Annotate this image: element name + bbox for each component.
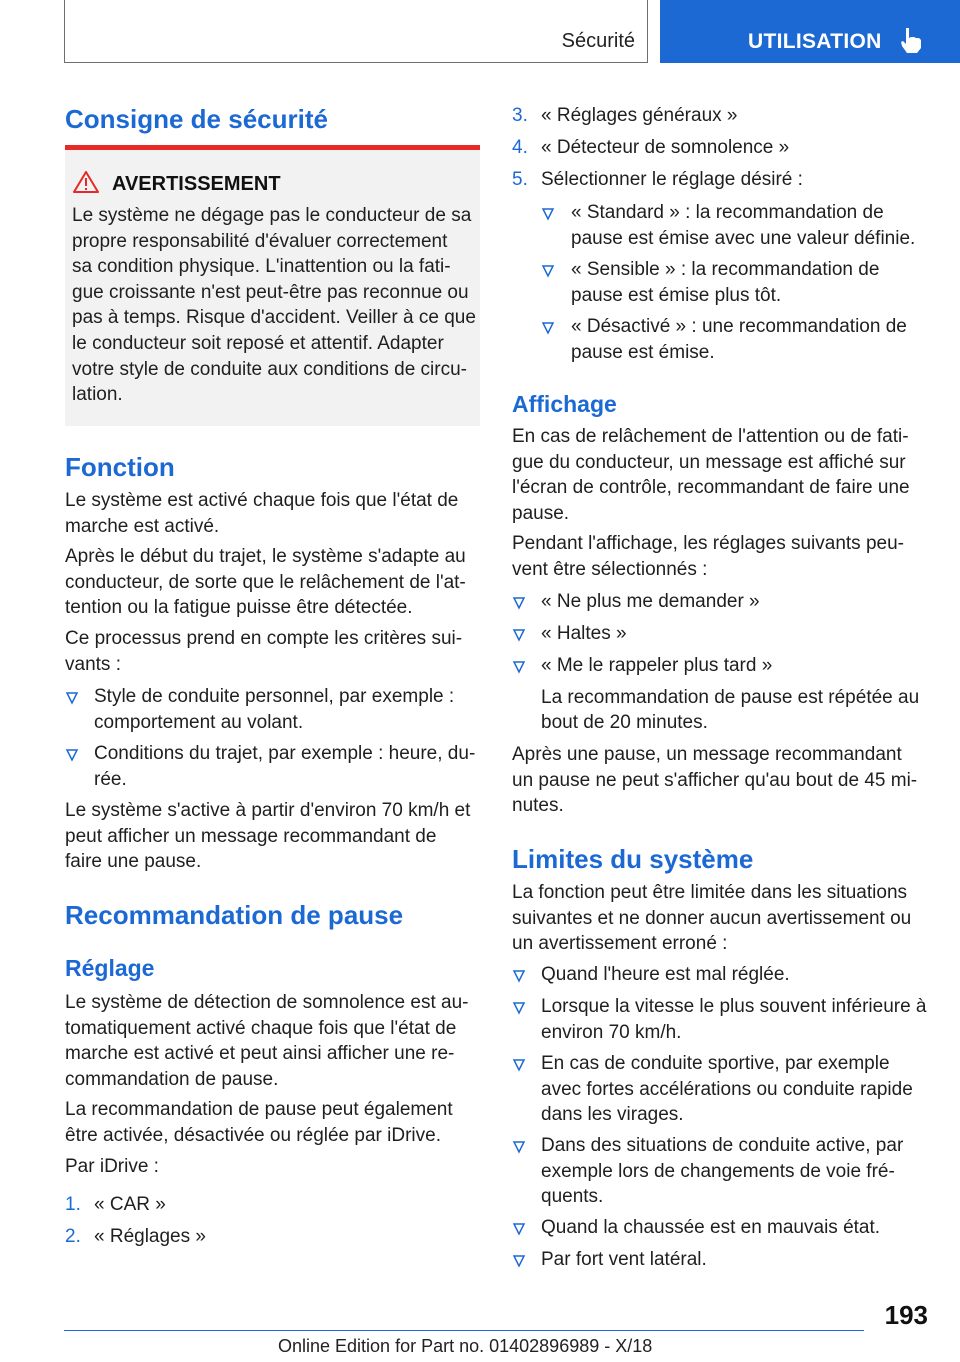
header-chapter-tab[interactable] [660, 0, 960, 63]
bullet-triangle-icon [65, 748, 79, 762]
list-item: « Désactivé » : une recommandation de pause est émise. [571, 316, 907, 363]
header-section-box [64, 0, 648, 63]
list-item: Lorsque la vitesse le plus souvent inférieure à environ 70 km/h. [541, 996, 927, 1043]
bullet-triangle-icon [512, 1058, 526, 1072]
bullet-triangle-icon [541, 264, 555, 278]
bullet-triangle-icon [512, 1254, 526, 1268]
step-number: 4. [512, 137, 528, 158]
section-fonction-title: Fonction [65, 452, 175, 482]
list-item: Par fort vent latéral. [541, 1249, 707, 1270]
list-item: « Sensible » : la recommandation de pause est émise plus tôt. [571, 259, 880, 306]
step-text: « CAR » [94, 1194, 166, 1215]
pointing-hand-icon [898, 26, 924, 54]
step-number: 2. [65, 1226, 81, 1247]
warning-title: AVERTISSEMENT [112, 173, 281, 195]
list-item: « Standard » : la recommandation de pause est émise avec une valeur définie. [571, 202, 916, 249]
list-item: « Me le rappeler plus tard » La recommandation de pause est répétée au bout de 20 minutes. [541, 655, 920, 733]
section-recommandation-title: Recommandation de pause [65, 900, 404, 930]
bullet-triangle-icon [65, 691, 79, 705]
footer-rule [64, 1330, 864, 1331]
bullet-triangle-icon [541, 207, 555, 221]
bullet-triangle-icon [512, 596, 526, 610]
footer-edition: Online Edition for Part no. 01402896989 - X/18 [278, 1336, 653, 1356]
bullet-triangle-icon [541, 321, 555, 335]
step-text: « Réglages » [94, 1226, 206, 1247]
header-tab-label: UTILISATION [748, 30, 882, 53]
step-number: 5. [512, 169, 528, 190]
bullet-triangle-icon [512, 628, 526, 642]
step-text: Sélectionner le réglage désiré : [541, 169, 803, 190]
warning-triangle-icon [73, 170, 99, 194]
list-item: Conditions du trajet, par exemple : heure, du‐ rée. [94, 743, 476, 790]
list-item: Quand l'heure est mal réglée. [541, 964, 790, 985]
bullet-triangle-icon [512, 969, 526, 983]
reglage-paragraph-2: La recommandation de pause peut également être activée, désactivée ou réglée par iDrive. [65, 1099, 453, 1146]
fonction-paragraph-4: Le système s'active à partir d'environ 70 km/h et peut afficher un message recommandant de faire une pause. [65, 800, 471, 872]
list-item: Quand la chaussée est en mauvais état. [541, 1217, 881, 1238]
fonction-paragraph-1: Le système est activé chaque fois que l'état de marche est activé. [65, 490, 459, 537]
limites-paragraph-1: La fonction peut être limitée dans les situations suivantes et ne donner aucun avertissement ou un avertissement erroné : [512, 882, 912, 954]
page-number: 193 [884, 1300, 928, 1330]
step-text: « Détecteur de somnolence » [541, 137, 790, 158]
warning-text: Le système ne dégage pas le conducteur de sa propre responsabilité d'évaluer correctement sa condition physique. L'inattention ou la fati‐ gue croissante n'est peut-être pas reconnue ou pas à temps. Risque d'accident. Veiller à ce que le conducteur soit reposé et attentif. Adapter votre style de conduite aux conditions de circu‐ lation. [72, 205, 476, 406]
bullet-triangle-icon [512, 660, 526, 674]
list-item: Style de conduite personnel, par exemple : comportement au volant. [94, 686, 455, 733]
fonction-paragraph-3: Ce processus prend en compte les critères sui‐ vants : [65, 628, 463, 675]
reglage-paragraph-3: Par iDrive : [65, 1156, 159, 1177]
fonction-paragraph-2: Après le début du trajet, le système s'adapte au conducteur, de sorte que le relâchement de l'at‐ tention ou la fatigue puisse être détectée. [65, 546, 466, 618]
section-limites-title: Limites du système [512, 844, 754, 874]
reglage-paragraph-1: Le système de détection de somnolence est au‐ tomatiquement activé chaque fois que l'état de marche est activé et peut ainsi afficher une re‐ commandation de pause. [65, 992, 469, 1090]
subsection-affichage-title: Affichage [512, 391, 617, 417]
affichage-paragraph-1: En cas de relâchement de l'attention ou de fati‐ gue du conducteur, un message est affiché sur l'écran de contrôle, recommandant de faire une pause. [512, 426, 910, 524]
bullet-triangle-icon [512, 1222, 526, 1236]
step-number: 3. [512, 105, 528, 126]
list-item: « Ne plus me demander » [541, 591, 760, 612]
subsection-reglage-title: Réglage [65, 955, 155, 981]
list-item: Dans des situations de conduite active, par exemple lors de changements de voie fré‐ quents. [541, 1135, 904, 1207]
step-text: « Réglages généraux » [541, 105, 738, 126]
affichage-paragraph-3: Après une pause, un message recommandant un pause ne peut s'afficher qu'au bout de 45 mi‐ nutes. [512, 744, 918, 816]
page-title: Consigne de sécurité [65, 104, 328, 134]
bullet-triangle-icon [512, 1140, 526, 1154]
bullet-triangle-icon [512, 1001, 526, 1015]
list-item: En cas de conduite sportive, par exemple avec fortes accélérations ou conduite rapide dans les virages. [541, 1053, 913, 1125]
step-number: 1. [65, 1194, 81, 1215]
header-section-title: Sécurité [561, 30, 635, 52]
list-item: « Haltes » [541, 623, 627, 644]
affichage-paragraph-2: Pendant l'affichage, les réglages suivants peu‐ vent être sélectionnés : [512, 533, 904, 580]
